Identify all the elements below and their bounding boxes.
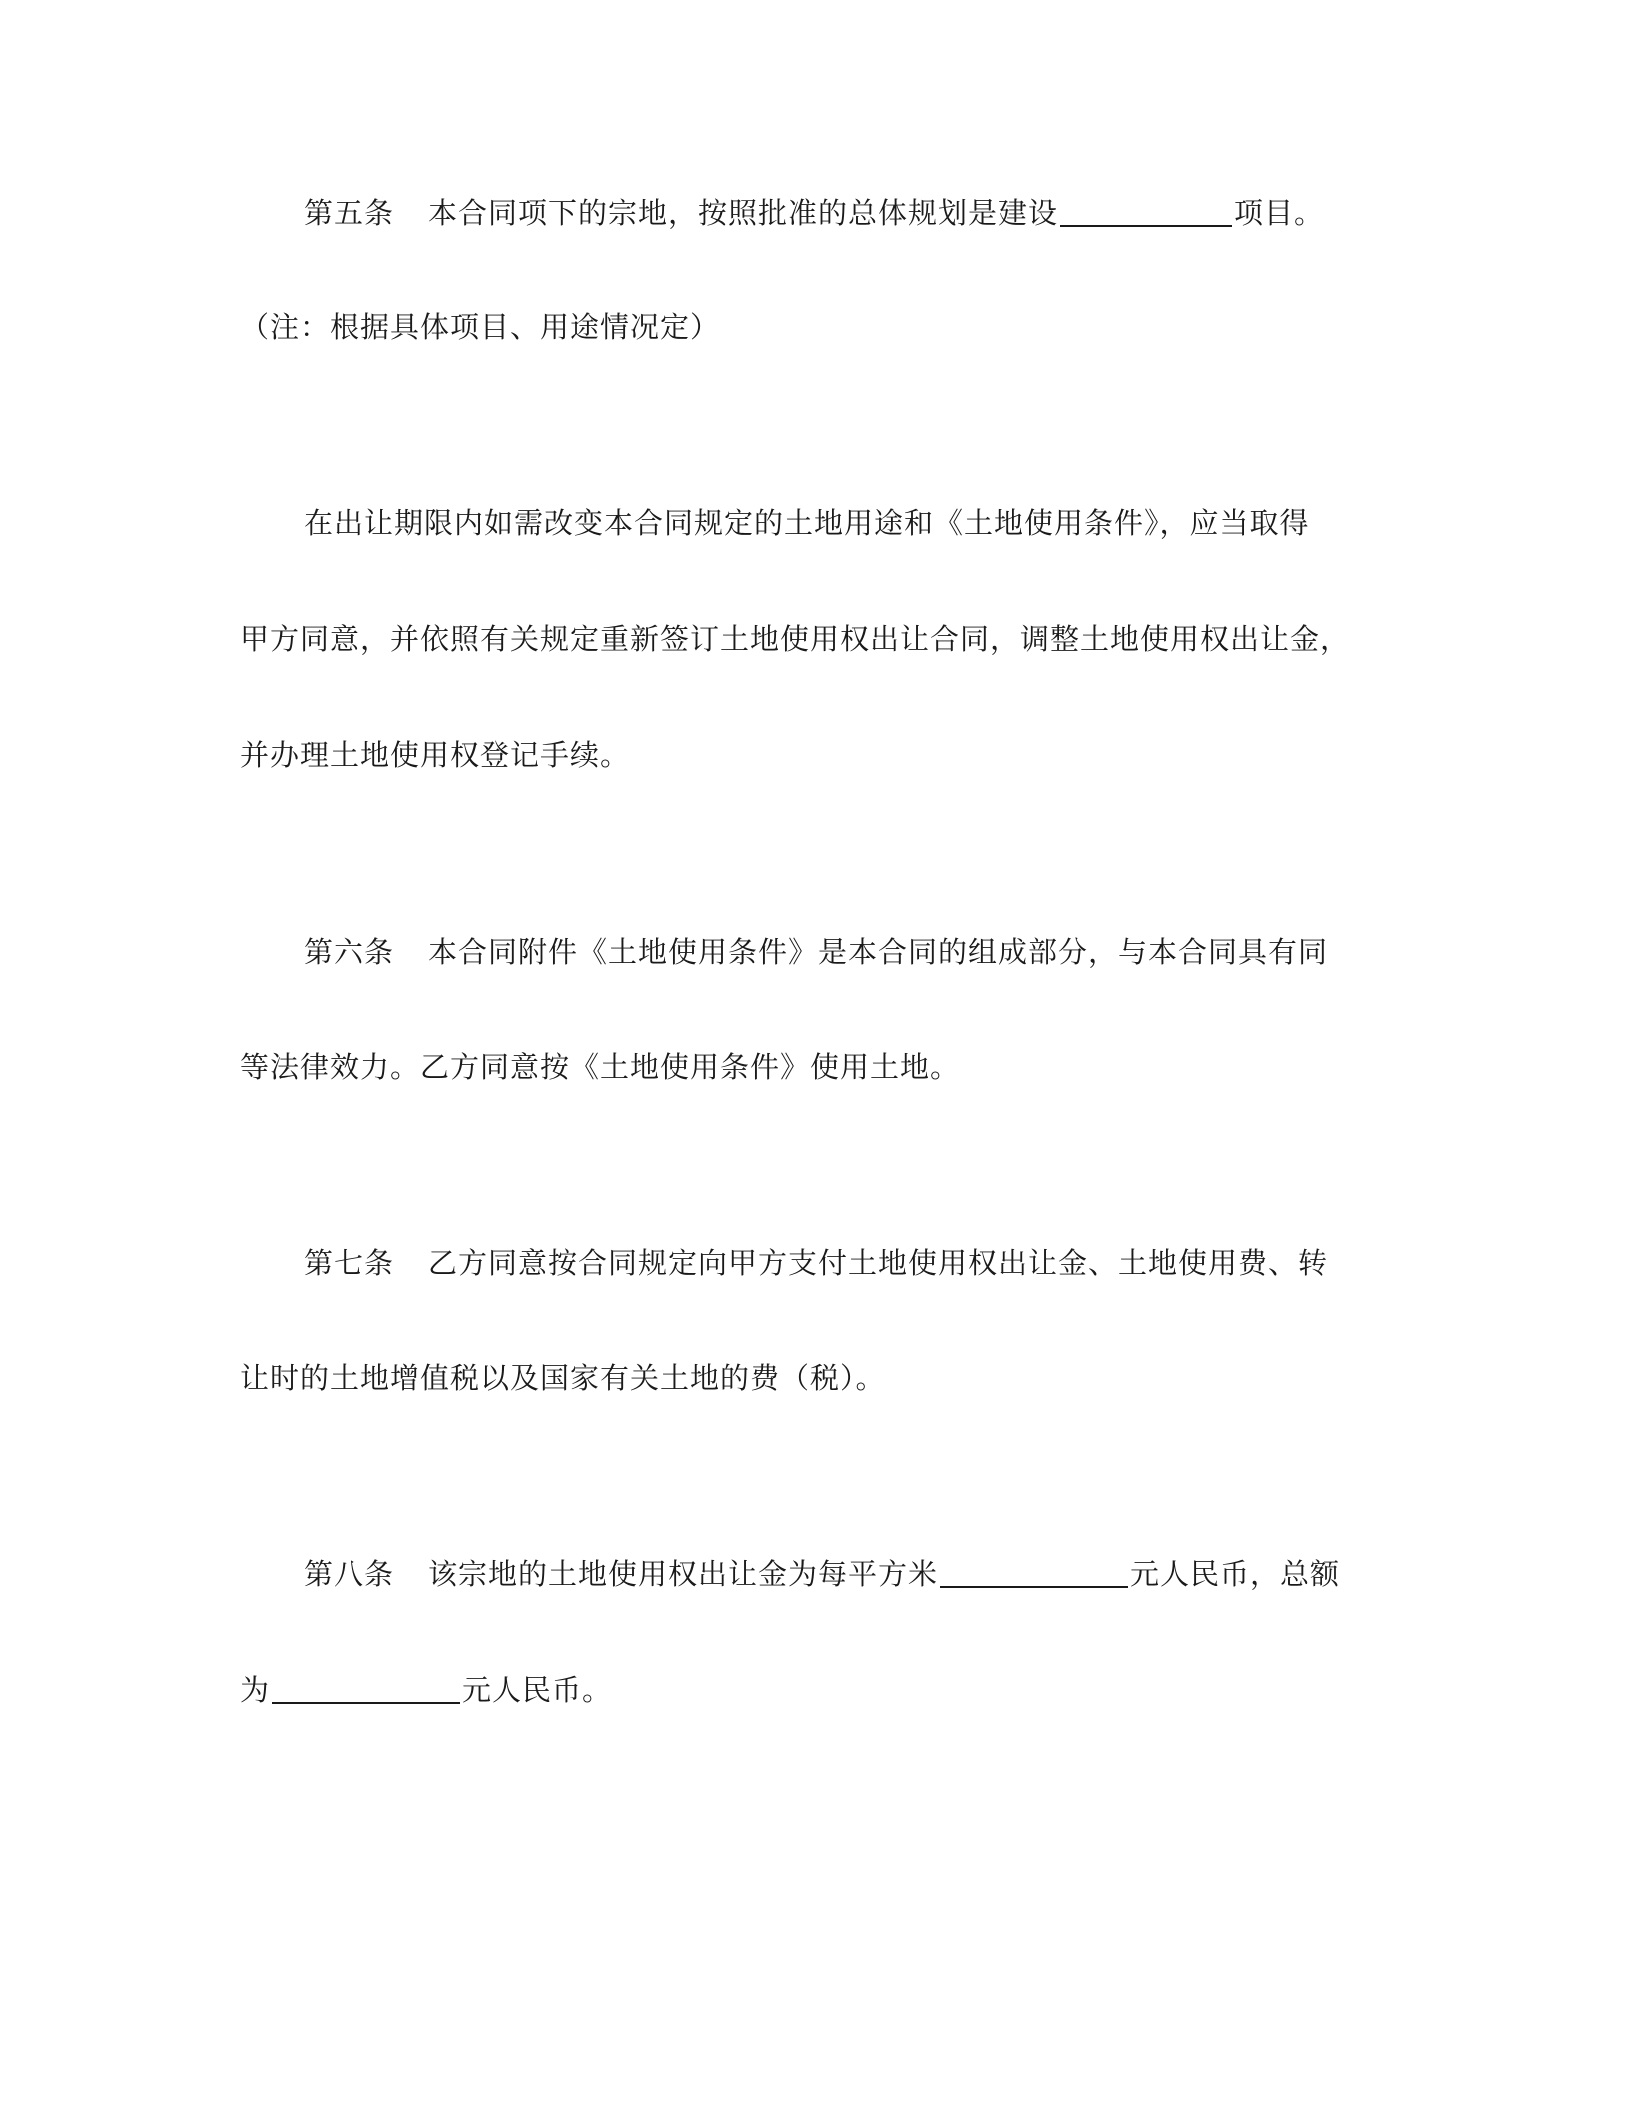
article-6-line-2: 等法律效力。乙方同意按《土地使用条件》使用土地。 bbox=[240, 1050, 961, 1084]
article-8-text-end: 元人民币，总额 bbox=[1130, 1557, 1341, 1591]
article-6-label: 第六条 bbox=[304, 935, 395, 969]
article-6-text: 本合同附件《土地使用条件》是本合同的组成部分，与本合同具有同 bbox=[428, 935, 1329, 969]
article-8-line-1 bbox=[304, 1554, 1340, 1594]
article-5-label: 第五条 bbox=[304, 196, 395, 230]
article-8-line-2-suffix: 元人民币。 bbox=[462, 1673, 613, 1707]
article-7-line-2: 让时的土地增值税以及国家有关土地的费（税）。 bbox=[240, 1361, 886, 1395]
article-5-line-1 bbox=[304, 193, 1324, 233]
change-paragraph-line-2: 甲方同意，并依照有关规定重新签订土地使用权出让合同，调整土地使用权出让金， bbox=[240, 622, 1351, 656]
change-paragraph-line-3: 并办理土地使用权登记手续。 bbox=[240, 738, 631, 772]
article-8-label: 第八条 bbox=[304, 1557, 395, 1591]
article-8-line-2 bbox=[240, 1670, 612, 1710]
total-amount-blank bbox=[272, 1676, 460, 1704]
article-6-line-1 bbox=[304, 932, 1328, 972]
article-7-line-1 bbox=[304, 1243, 1328, 1283]
project-name-blank bbox=[1060, 199, 1232, 227]
article-8-line-2-prefix: 为 bbox=[240, 1673, 271, 1707]
price-per-sqm-blank bbox=[940, 1560, 1128, 1588]
change-paragraph-line-1: 在出让期限内如需改变本合同规定的土地用途和《土地使用条件》，应当取得 bbox=[304, 506, 1310, 540]
article-5-text: 本合同项下的宗地，按照批准的总体规划是建设 bbox=[428, 196, 1059, 230]
article-7-text: 乙方同意按合同规定向甲方支付土地使用权出让金、土地使用费、转 bbox=[428, 1246, 1329, 1280]
article-8-text: 该宗地的土地使用权出让金为每平方米 bbox=[428, 1557, 939, 1591]
article-5-note: （注：根据具体项目、用途情况定） bbox=[240, 310, 721, 344]
article-7-label: 第七条 bbox=[304, 1246, 395, 1280]
article-5-text-end: 项目。 bbox=[1234, 196, 1325, 230]
